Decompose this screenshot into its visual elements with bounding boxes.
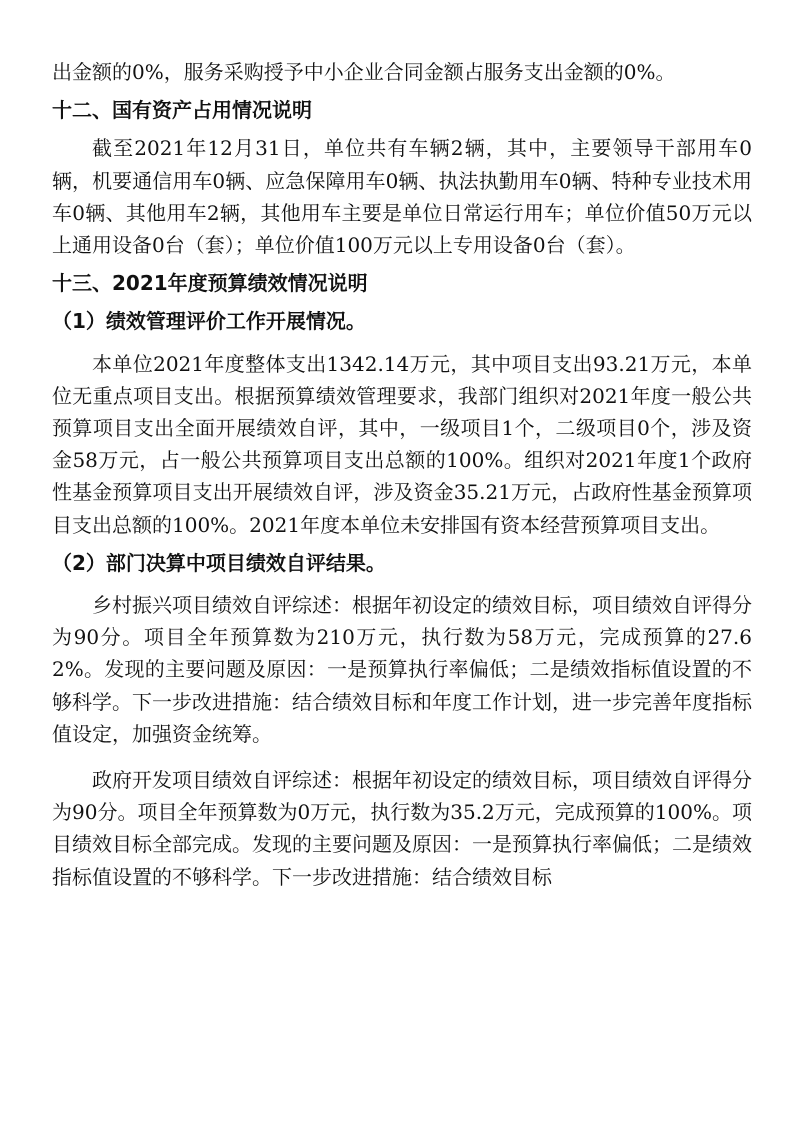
subheading-2: （2）部门决算中项目绩效自评结果。 — [52, 550, 386, 575]
continued-paragraph: 出金额的0%，服务采购授予中小企业合同金额占服务支出金额的0%。 — [52, 60, 676, 84]
paragraph-performance-management: 本单位2021年度整体支出1342.14万元，其中项目支出93.21万元，本单位无重点项目支出。根据预算绩效管理要求，我部门组织对2021年度一般公共预算项目支出全面开展绩效自评，其中，一级项目1个，二级项目0个，涉及资金58万元，占一般公共预算项目支出总额的100%。组织对2021年度1个政府性基金预算项目支出开展绩效自评，涉及资金35.21万元，占政府性基金预算项目支出总额的100%。2021年度本单位未安排国有资本经营预算项目支出。 — [52, 351, 752, 537]
paragraph-government-development: 政府开发项目绩效自评综述：根据年初设定的绩效目标，项目绩效自评得分为90分。项目全年预算数为0万元，执行数为35.2万元，完成预算的100%。项目绩效目标全部完成。发现的主要问题及原因：一是预算执行率偏低；二是绩效指标值设置的不够科学。下一步改进措施：结合绩效目标 — [52, 768, 752, 889]
section-heading-13: 十三、2021年度预算绩效情况说明 — [52, 271, 368, 296]
section-heading-12: 十二、国有资产占用情况说明 — [52, 98, 312, 123]
document-page — [52, 56, 752, 893]
subheading-1: （1）绩效管理评价工作开展情况。 — [52, 309, 366, 334]
paragraph-assets: 截至2021年12月31日，单位共有车辆2辆，其中，主要领导干部用车0辆，机要通信用车0辆、应急保障用车0辆、执法执勤用车0辆、特种专业技术用车0辆、其他用车2辆，其他用车主要是单位日常运行用车；单位价值50万元以上通用设备0台（套）；单位价值100万元以上专用设备0台（套）。 — [52, 136, 752, 258]
paragraph-rural-revitalization: 乡村振兴项目绩效自评综述：根据年初设定的绩效目标，项目绩效自评得分为90分。项目全年预算数为210万元，执行数为58万元，完成预算的27.62%。发现的主要问题及原因：一是预算执行率偏低；二是绩效指标值设置的不够科学。下一步改进措施：结合绩效目标和年度工作计划，进一步完善年度指标值设定，加强资金统筹。 — [52, 593, 752, 746]
